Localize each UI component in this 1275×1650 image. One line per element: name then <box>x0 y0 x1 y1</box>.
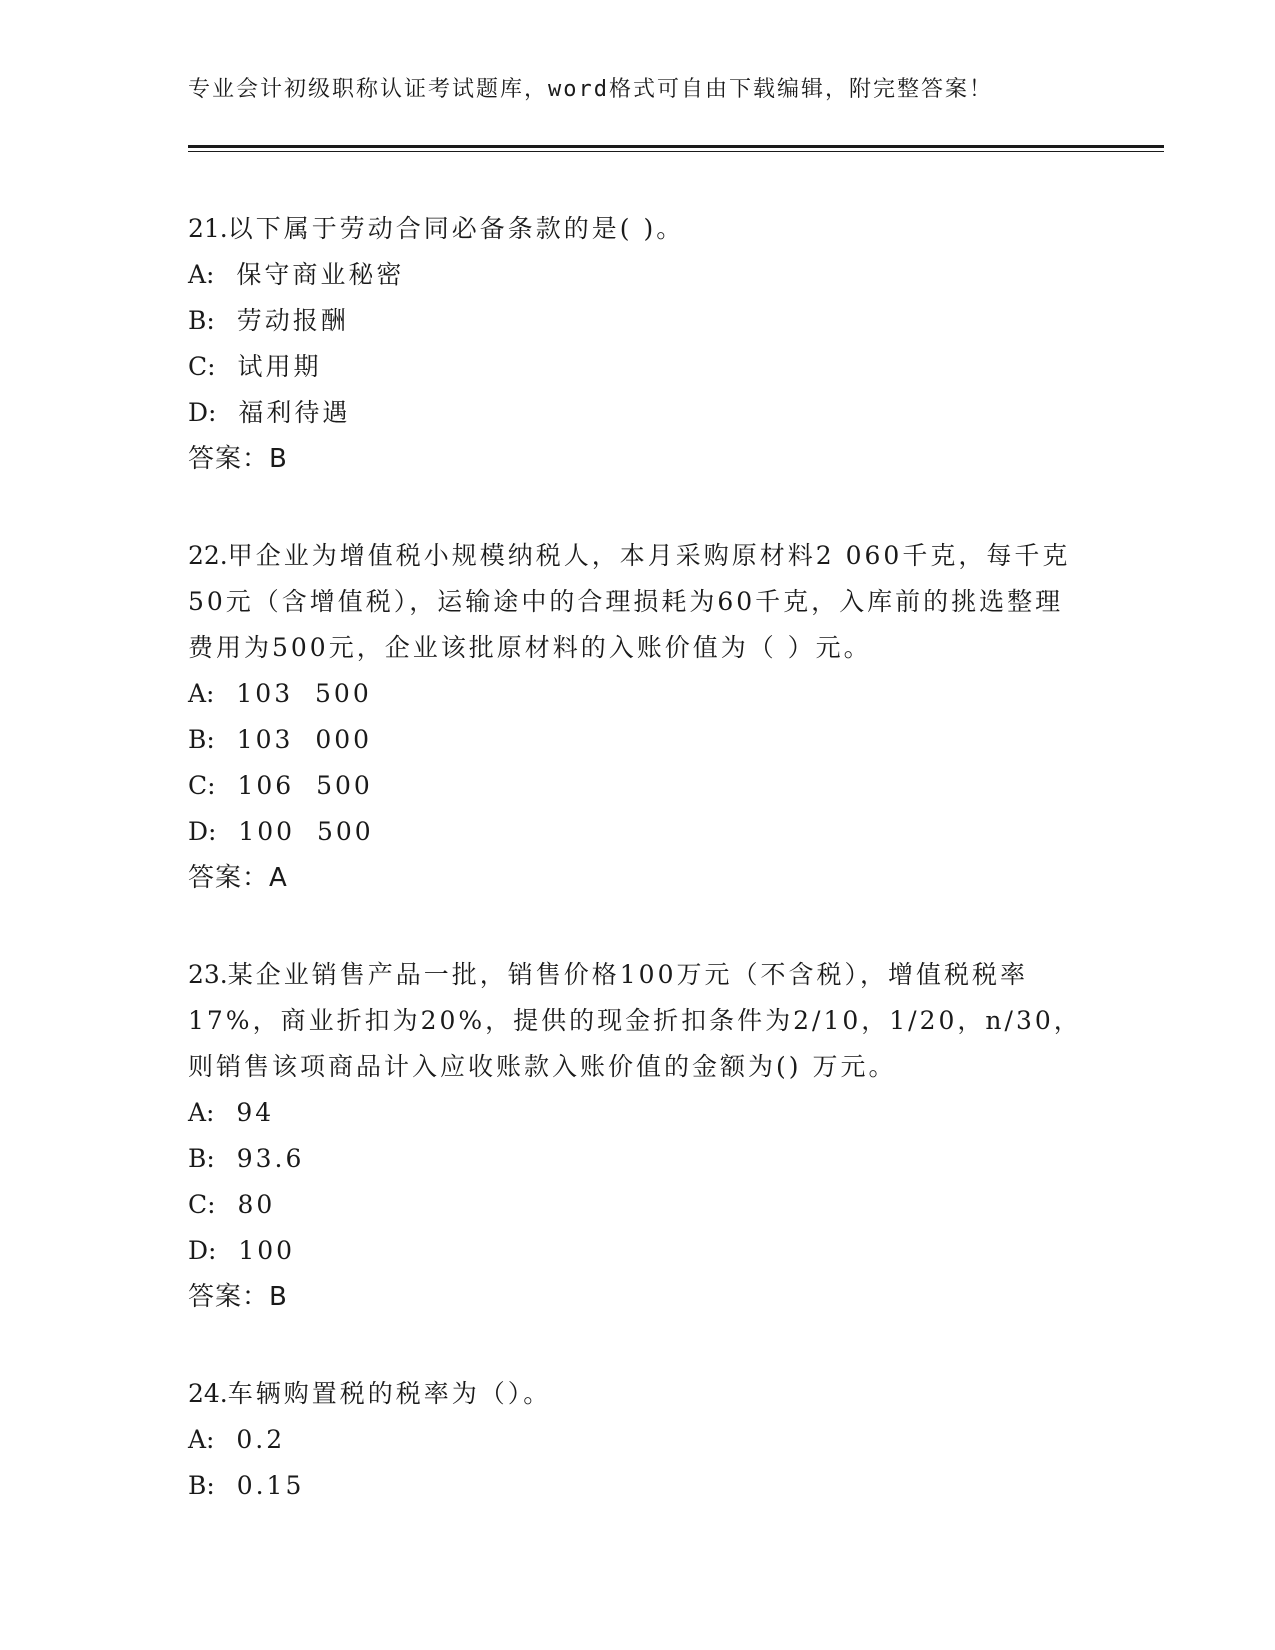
question-number: 21. <box>188 214 228 243</box>
question-23 <box>188 952 1088 1320</box>
option-a <box>188 671 1088 717</box>
option-a <box>188 1090 1088 1136</box>
question-list <box>188 206 1088 1560</box>
page-header: 专业会计初级职称认证考试题库，word格式可自由下载编辑，附完整答案！ <box>188 77 993 102</box>
option-d <box>188 809 1088 855</box>
question-text <box>188 1371 1088 1417</box>
option-b <box>188 1136 1088 1182</box>
option-c <box>188 344 1088 390</box>
option-text: 93.6 <box>236 1144 305 1173</box>
answer-prefix: 答案： <box>188 1282 270 1312</box>
option-label: D: <box>188 398 217 427</box>
answer-value: A <box>269 863 288 893</box>
option-label: C: <box>188 1190 216 1219</box>
answer-prefix: 答案： <box>188 444 270 474</box>
answer-value: B <box>269 444 288 474</box>
question-stem: 车辆购置税的税率为（）。 <box>227 1379 552 1408</box>
option-label: B: <box>188 1144 215 1173</box>
option-label: A: <box>188 679 215 708</box>
question-text <box>188 952 1088 1090</box>
option-c <box>188 763 1088 809</box>
question-21 <box>188 206 1088 482</box>
option-a <box>188 252 1088 298</box>
option-d <box>188 390 1088 436</box>
question-22 <box>188 533 1088 901</box>
option-text: 103 000 <box>236 725 373 754</box>
option-b <box>188 1463 1088 1509</box>
option-d <box>188 1228 1088 1274</box>
header-rule-thick <box>188 145 1164 148</box>
option-label: B: <box>188 1471 215 1500</box>
option-text: 试用期 <box>237 352 322 381</box>
option-text: 94 <box>236 1098 275 1127</box>
option-label: C: <box>188 352 216 381</box>
option-b <box>188 298 1088 344</box>
option-text: 保守商业秘密 <box>236 260 405 289</box>
question-text <box>188 206 1088 252</box>
option-text: 80 <box>237 1190 276 1219</box>
answer-value: B <box>269 1282 288 1312</box>
option-b <box>188 717 1088 763</box>
option-label: D: <box>188 1236 217 1265</box>
option-label: A: <box>188 1425 215 1454</box>
option-label: C: <box>188 771 216 800</box>
option-text: 100 500 <box>238 817 374 846</box>
option-text: 劳动报酬 <box>236 306 349 335</box>
question-number: 24. <box>188 1379 228 1408</box>
question-text <box>188 533 1088 671</box>
question-stem: 甲企业为增值税小规模纳税人，本月采购原材料2 060千克，每千克50元（含增值税），运输途中的合理损耗为60千克，入库前的挑选整理费用为500元，企业该批原材料的入账价值为（ ）元。 <box>188 541 1071 662</box>
answer-line <box>188 855 1088 901</box>
option-label: A: <box>188 260 215 289</box>
answer-line <box>188 436 1088 482</box>
answer-prefix: 答案： <box>188 863 270 893</box>
option-label: B: <box>188 306 215 335</box>
option-label: A: <box>188 1098 215 1127</box>
answer-line <box>188 1274 1088 1320</box>
question-stem: 以下属于劳动合同必备条款的是( )。 <box>227 214 685 243</box>
question-number: 23. <box>188 960 228 989</box>
option-c <box>188 1182 1088 1228</box>
header-rule-thin <box>188 151 1164 152</box>
question-number: 22. <box>188 541 228 570</box>
option-label: D: <box>188 817 217 846</box>
option-text: 106 500 <box>237 771 373 800</box>
option-a <box>188 1417 1088 1463</box>
question-24 <box>188 1371 1088 1509</box>
option-text: 103 500 <box>236 679 372 708</box>
option-text: 0.2 <box>236 1425 286 1454</box>
option-text: 0.15 <box>236 1471 305 1500</box>
option-text: 100 <box>238 1236 296 1265</box>
option-label: B: <box>188 725 215 754</box>
option-text: 福利待遇 <box>238 398 351 427</box>
question-stem: 某企业销售产品一批，销售价格100万元（不含税），增值税税率17%，商业折扣为20%，提供的现金折扣条件为2/10，1/20，n/30，则销售该项商品计入应收账款入账价值的金额为() 万元。 <box>188 960 1082 1081</box>
